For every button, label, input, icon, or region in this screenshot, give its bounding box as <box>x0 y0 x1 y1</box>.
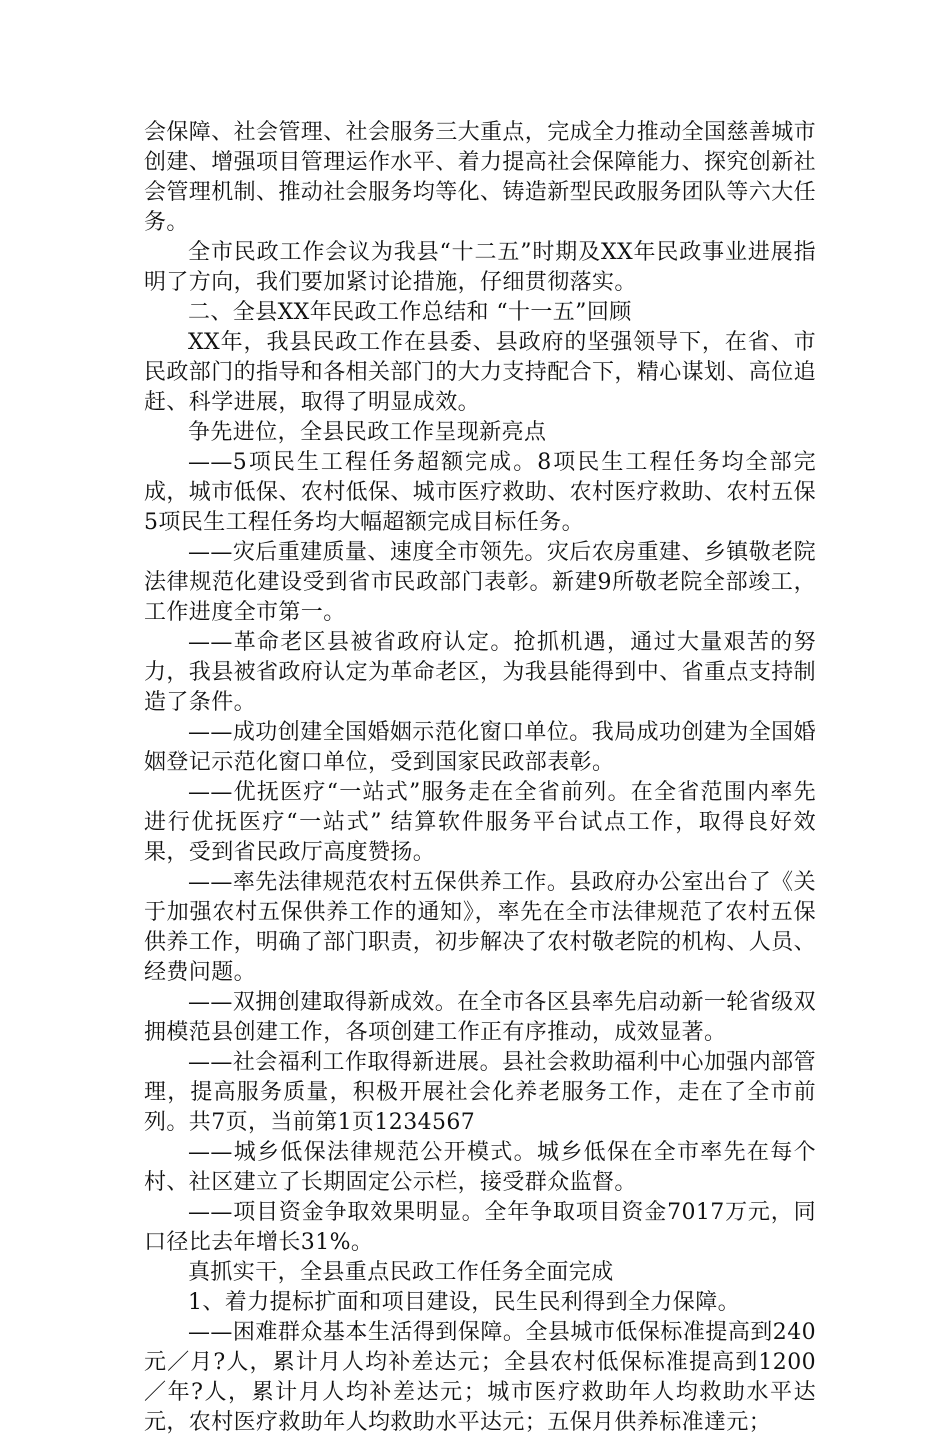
paragraph: ——项目资金争取效果明显。全年争取项目资金7017万元，同口径比去年增长31%。 <box>144 1200 816 1255</box>
paragraph: ——城乡低保法律规范公开模式。城乡低保在全市率先在每个村、社区建立了长期固定公示栏，接受群众监督。 <box>144 1140 816 1195</box>
paragraph: ——率先法律规范农村五保供养工作。县政府办公室出台了《关于加强农村五保供养工作的通知》，率先在全市法律规范了农村五保供养工作，明确了部门职责，初步解决了农村敬老院的机构、人员、经费问题。 <box>144 870 817 985</box>
numbered-heading: 1、着力提标扩面和项目建设，民生民利得到全力保障。 <box>188 1290 740 1315</box>
paragraph: 全市民政工作会议为我县“十二五”时期及XX年民政事业进展指明了方向，我们要加紧讨论措施，仔细贯彻落实。 <box>144 240 816 295</box>
subsection-heading: 真抓实干，全县重点民政工作任务全面完成 <box>188 1260 614 1285</box>
paragraph: ——灾后重建质量、速度全市领先。灾后农房重建、乡镇敬老院法律规范化建设受到省市民政部门表彰。新建9所敬老院全部竣工，工作进度全市第一。 <box>144 540 816 625</box>
paragraph: ——成功创建全国婚姻示范化窗口单位。我局成功创建为全国婚姻登记示范化窗口单位，受到国家民政部表彰。 <box>144 720 816 775</box>
paragraph: ——优抚医疗“一站式”服务走在全省前列。在全省范围内率先进行优抚医疗“一站式” 结算软件服务平台试点工作，取得良好效果，受到省民政厅高度赞扬。 <box>144 780 816 865</box>
paragraph: ——革命老区县被省政府认定。抢抓机遇，通过大量艰苦的努力，我县被省政府认定为革命老区，为我县能得到中、省重点支持制造了条件。 <box>144 630 817 715</box>
paragraph: XX年，我县民政工作在县委、县政府的坚强领导下，在省、市民政部门的指导和各相关部门的大力支持配合下，精心谋划、高位追赶、科学进展，取得了明显成效。 <box>144 330 817 415</box>
paragraph: ——双拥创建取得新成效。在全市各区县率先启动新一轮省级双拥模范县创建工作，各项创建工作正有序推动，成效显著。 <box>144 990 816 1045</box>
paragraph: ——困难群众基本生活得到保障。全县城市低保标准提高到240元／月?人，累计月人均补差达元；全县农村低保标准提高到1200／年?人，累计月人均补差达元；城市医疗救助年人均救助水平达元，农村医疗救助年人均救助水平达元；五保月供养标准達元； <box>144 1320 816 1435</box>
section-heading: 二、全县XX年民政工作总结和 “十一五”回顾 <box>188 300 632 325</box>
paragraph: ——社会福利工作取得新进展。县社会救助福利中心加强内部管理，提高服务质量，积极开展社会化养老服务工作，走在了全市前列。共7页，当前第1页1234567 <box>144 1050 816 1135</box>
paragraph: ——5项民生工程任务超额完成。8项民生工程任务均全部完成，城市低保、农村低保、城市医疗救助、农村医疗救助、农村五保5项民生工程任务均大幅超额完成目标任务。 <box>144 450 817 535</box>
subsection-heading: 争先进位，全县民政工作呈现新亮点 <box>188 420 547 445</box>
paragraph: 会保障、社会管理、社会服务三大重点，完成全力推动全国慈善城市创建、增强项目管理运作水平、着力提高社会保障能力、探究创新社会管理机制、推动社会服务均等化、铸造新型民政服务团队等六大任务。 <box>144 120 817 235</box>
document-body <box>144 118 816 1438</box>
